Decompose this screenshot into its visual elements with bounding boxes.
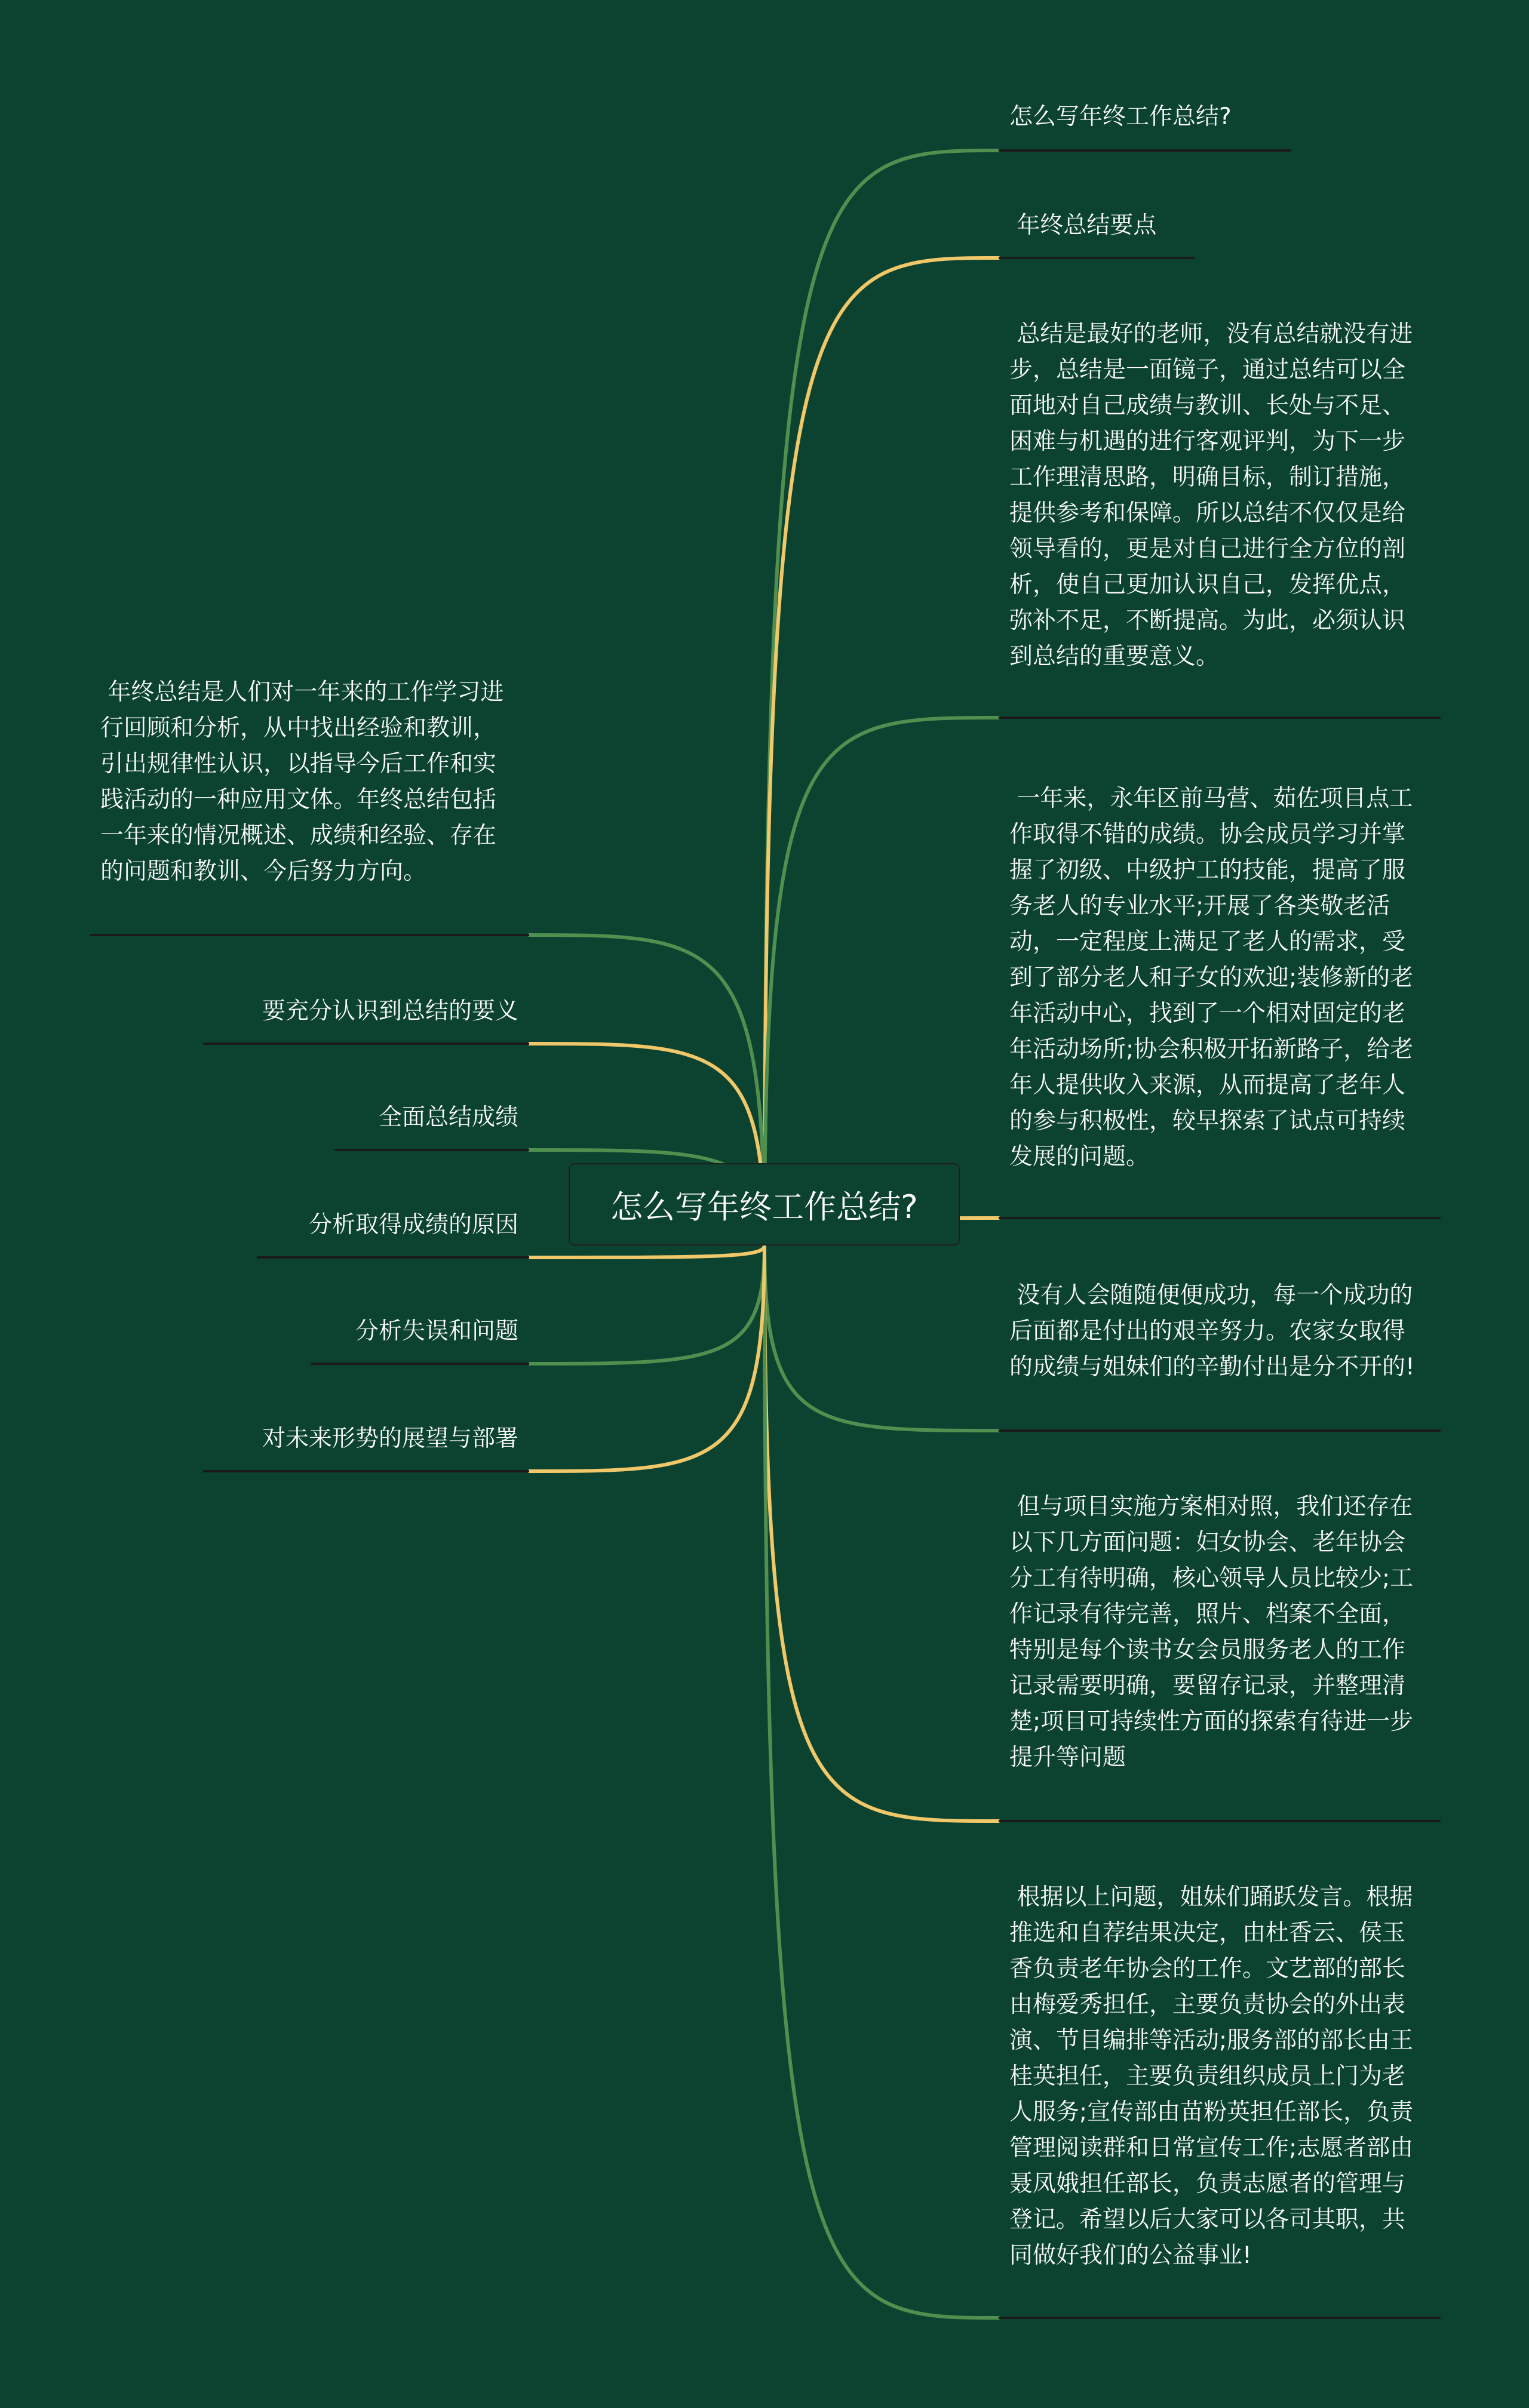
right-node-summary-importance[interactable]: 总结是最好的老师，没有总结就没有进步，总结是一面镜子，通过总结可以全面地对自己成绩与教训、长处与不足、困难与机遇的进行客观评判，为下一步工作理清思路，明确目标，制订措施，提供参考和保障。所以总结不仅仅是给领导看的，更是对自己进行全方位的剖析，使自己更加认识自己，发挥优点，弥补不足，不断提高。为此，必须认识到总结的重要意义。 xyxy=(1009,321,1413,670)
link-right-6 xyxy=(764,1245,999,2318)
right-node-title-question[interactable]: 怎么写年终工作总结? xyxy=(1009,103,1232,130)
right-node-success-effort[interactable]: 没有人会随随便便成功，每一个成功的后面都是付出的艰辛努力。农家女取得的成绩与姐妹们的辛勤付出是分不开的! xyxy=(1009,1282,1415,1380)
right-node-achievements[interactable]: 一年来，永年区前马营、茹佐项目点工作取得不错的成绩。协会成员学习并掌握了初级、中级护工的技能，提高了服务老人的专业水平;开展了各类敬老活动，一定程度上满足了老人的需求，受到了部分老人和子女的欢迎;装修新的老年活动中心，找到了一个相对固定的老年活动场所;协会积极开拓新路子，给老年人提供收入来源，从而提高了老年人的参与积极性，较早探索了试点可持续发展的问题。 xyxy=(1009,785,1414,1170)
link-left-3 xyxy=(529,1245,764,1257)
link-right-4 xyxy=(764,1245,999,1431)
root-node[interactable] xyxy=(569,1163,960,1245)
left-node-definition[interactable]: 年终总结是人们对一年来的工作学习进行回顾和分析，从中找出经验和教训，引出规律性认识，以指导今后工作和实践活动的一种应用文体。年终总结包括一年来的情况概述、成绩和经验、存在的问题和教训、今后努力方向。 xyxy=(100,679,504,885)
link-left-4 xyxy=(529,1245,764,1364)
left-node-analyze-reasons[interactable]: 分析取得成绩的原因 xyxy=(308,1211,518,1238)
link-right-1 xyxy=(764,258,999,1245)
link-right-5 xyxy=(764,1245,999,1821)
right-node-assignments[interactable]: 根据以上问题，姐妹们踊跃发言。根据推选和自荐结果决定，由杜香云、侯玉香负责老年协会的工作。文艺部的部长由梅爱秀担任，主要负责协会的外出表演、节目编排等活动;服务部的部长由王桂英担任，主要负责组织成员上门为老人服务;宣传部由苗粉英担任部长，负责管理阅读群和日常宣传工作;志愿者部由聂凤娥担任部长，负责志愿者的管理与登记。希望以后大家可以各司其职，共同做好我们的公益事业! xyxy=(1009,1884,1414,2269)
left-node-analyze-mistakes[interactable]: 分析失误和问题 xyxy=(355,1318,518,1345)
link-right-0 xyxy=(764,150,999,1245)
root-node-label: 怎么写年终工作总结? xyxy=(610,1188,918,1226)
link-left-5 xyxy=(529,1245,764,1471)
right-node-problems[interactable]: 但与项目实施方案相对照，我们还存在以下几方面问题：妇女协会、老年协会分工有待明确，核心领导人员比较少;工作记录有待完善，照片、档案不全面，特别是每个读书女会员服务老人的工作记录需要明确，要留存记录，并整理清楚;项目可持续性方面的探索有待进一步提升等问题 xyxy=(1009,1493,1414,1771)
left-node-summarize-achievements[interactable]: 全面总结成绩 xyxy=(378,1104,518,1131)
left-node-understand-meaning[interactable]: 要充分认识到总结的要义 xyxy=(262,998,518,1025)
left-node-future-outlook[interactable]: 对未来形势的展望与部署 xyxy=(262,1425,518,1452)
right-node-key-points[interactable]: 年终总结要点 xyxy=(1009,212,1157,239)
